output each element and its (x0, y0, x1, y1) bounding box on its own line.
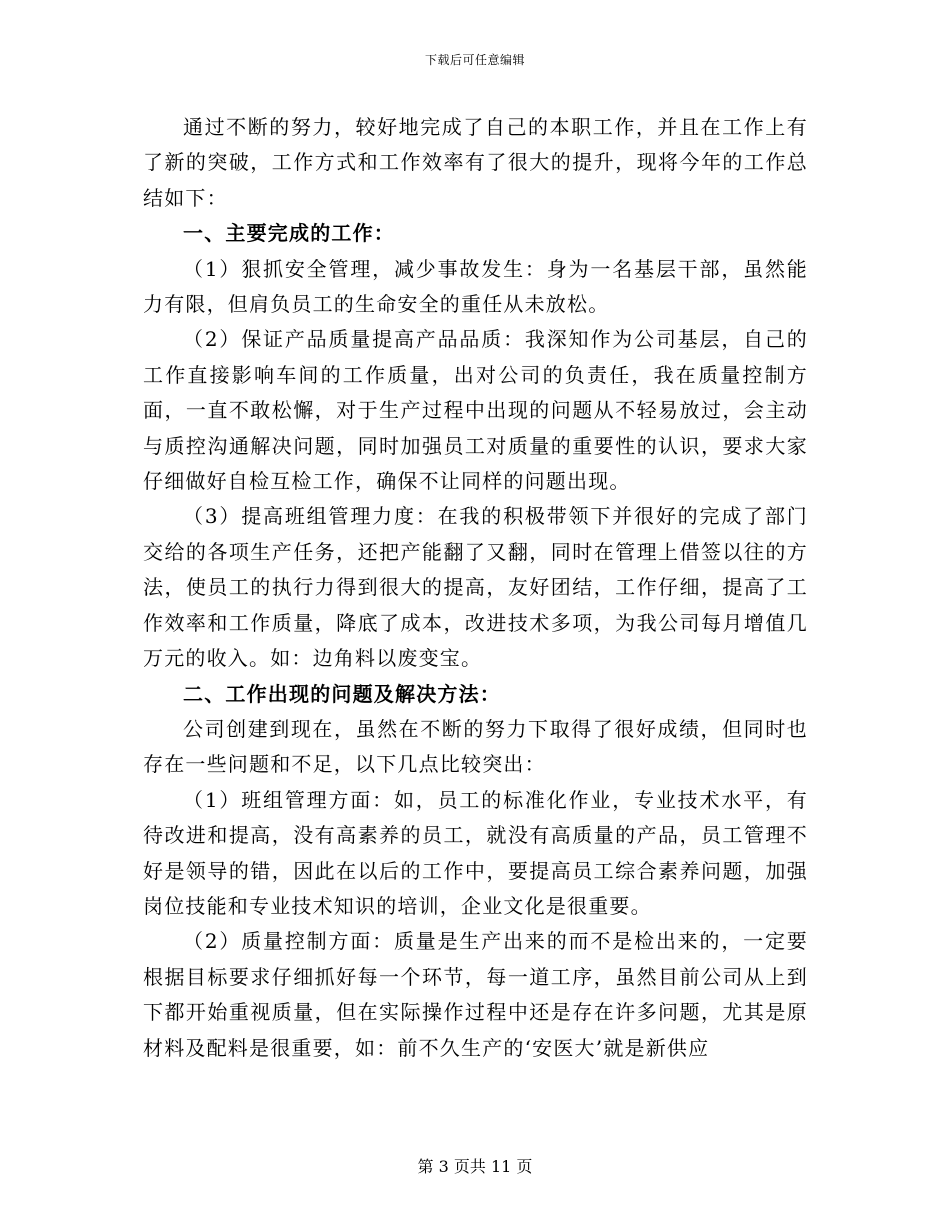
section-heading-main-work: 一、主要完成的工作： (183, 221, 395, 246)
intro-paragraph: 通过不断的努力，较好地完成了自己的本职工作，并且在工作上有了新的突破，工作方式和工作效率有了很大的提升，现将今年的工作总结如下： (143, 115, 808, 210)
page-number: 第 3 页共 11 页 (417, 1157, 533, 1176)
work-item-team-management: （3）提高班组管理力度：在我的积极带领下并很好的完成了部门交给的各项生产任务，还把产能翻了又翻，同时在管理上借签以往的方法，使员工的执行力得到很大的提高，友好团结，工作仔细，提高了工作效率和工作质量，降底了成本，改进技术多项，为我公司每月增值几万元的收入。如：边角料以废变宝。 (143, 504, 808, 671)
problems-intro-paragraph: 公司创建到现在，虽然在不断的努力下取得了很好成绩，但同时也存在一些问题和不足，以下几点比较突出： (143, 716, 808, 777)
problem-item-quality-control: （2）质量控制方面：质量是生产出来的而不是检出来的，一定要根据目标要求仔细抓好每一个环节，每一道工序，虽然目前公司从上到下都开始重视质量，但在实际操作过程中还是存在许多问题，尤其是原材料及配料是很重要，如：前不久生产的‘安医大’就是新供应 (143, 929, 808, 1060)
problem-item-team-management: （1）班组管理方面：如，员工的标准化作业，专业技术水平，有待改进和提高，没有高素养的员工，就没有高质量的产品，员工管理不好是领导的错，因此在以后的工作中，要提高员工综合素养问题，加强岗位技能和专业技术知识的培训，企业文化是很重要。 (143, 787, 808, 918)
work-item-quality: （2）保证产品质量提高产品品质：我深知作为公司基层，自己的工作直接影响车间的工作质量，出对公司的负责任，我在质量控制方面，一直不敢松懈，对于生产过程中出现的问题从不轻易放过，会主动与质控沟通解决问题，同时加强员工对质量的重要性的认识，要求大家仔细做好自检互检工作，确保不让同样的问题出现。 (143, 327, 808, 494)
page-header: 下载后可任意编辑 (424, 53, 525, 67)
document-body (143, 110, 808, 1066)
section-heading-problems: 二、工作出现的问题及解决方法： (183, 681, 501, 706)
work-item-safety: （1）狠抓安全管理，减少事故发生：身为一名基层干部，虽然能力有限，但肩负员工的生命安全的重任从未放松。 (143, 256, 808, 317)
